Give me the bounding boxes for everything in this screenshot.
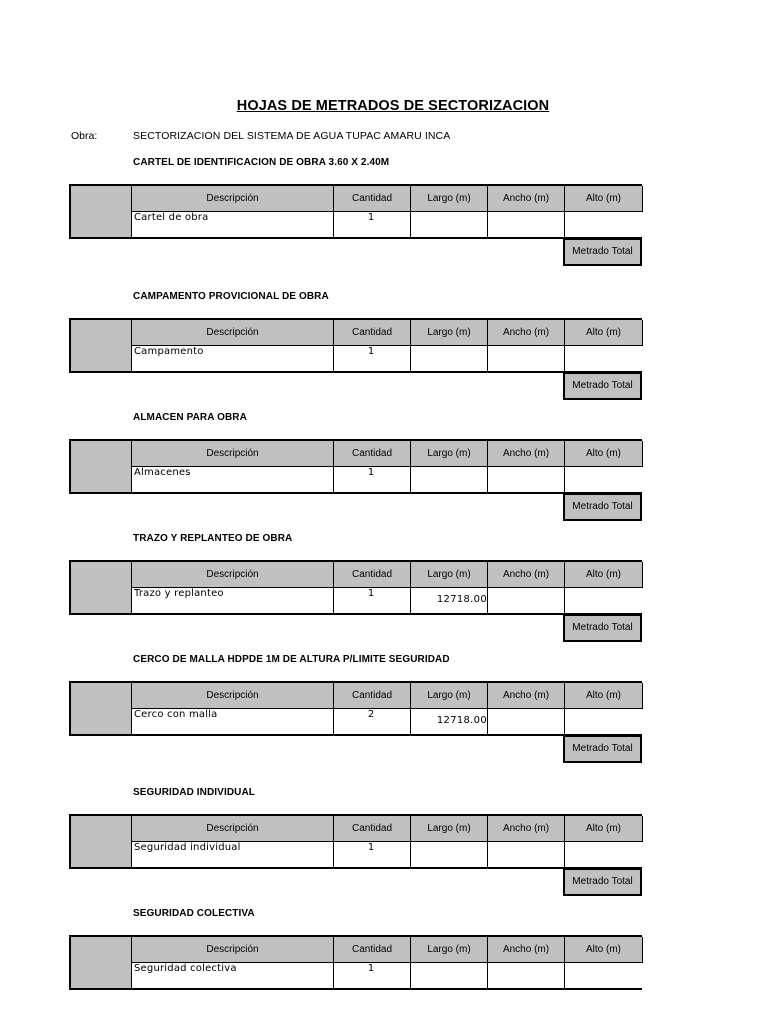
- table-row: [132, 346, 642, 371]
- row-label-block: [71, 562, 132, 613]
- metrado-table: [69, 439, 642, 494]
- column-header: Descripción: [132, 937, 334, 962]
- metrado-total-box: Metrado Total: [563, 493, 642, 521]
- row-label-block: [71, 186, 132, 237]
- ancho-cell: [488, 709, 565, 734]
- description-cell: [132, 709, 334, 734]
- alto-cell: [565, 588, 642, 613]
- largo-text: 12718.00: [436, 594, 487, 605]
- column-header: Largo (m): [411, 186, 488, 211]
- column-header: Ancho (m): [488, 186, 565, 211]
- column-header: Descripción: [132, 441, 334, 466]
- largo-cell: [411, 709, 488, 734]
- quantity-cell: [334, 842, 411, 867]
- column-header: Largo (m): [411, 937, 488, 962]
- row-label-block: [71, 441, 132, 492]
- column-header: Alto (m): [586, 944, 621, 955]
- description-text: Campamento: [134, 346, 204, 357]
- column-header: Ancho (m): [488, 937, 565, 962]
- table-row: [132, 963, 642, 988]
- table-header-row: [132, 562, 643, 588]
- table-row: [132, 709, 642, 734]
- quantity-cell: [334, 709, 411, 734]
- quantity-cell: [334, 588, 411, 613]
- column-header: Cantidad: [334, 562, 411, 587]
- column-header: Ancho (m): [488, 683, 565, 708]
- ancho-cell: [488, 467, 565, 492]
- row-label-block: [71, 816, 132, 867]
- obra-value: SECTORIZACION DEL SISTEMA DE AGUA TUPAC AMARU INCA: [133, 130, 451, 142]
- quantity-text: 1: [367, 212, 375, 223]
- description-cell: [132, 467, 334, 492]
- column-header: Cantidad: [334, 320, 411, 345]
- table-row: [132, 467, 642, 492]
- ancho-cell: [488, 842, 565, 867]
- section-title: CARTEL DE IDENTIFICACION DE OBRA 3.60 X 2.40M: [133, 157, 390, 168]
- metrado-total-box: Metrado Total: [563, 868, 642, 896]
- quantity-cell: [334, 346, 411, 371]
- quantity-text: 1: [367, 963, 375, 974]
- column-header: Descripción: [132, 562, 334, 587]
- largo-cell: [411, 467, 488, 492]
- row-label-block: [71, 683, 132, 734]
- section-title: CAMPAMENTO PROVICIONAL DE OBRA: [133, 291, 329, 302]
- alto-cell: [565, 467, 642, 492]
- column-header: Ancho (m): [488, 562, 565, 587]
- description-text: Cerco con malla: [134, 709, 218, 720]
- quantity-text: 1: [367, 588, 375, 599]
- description-text: Seguridad individual: [134, 842, 241, 853]
- alto-cell: [565, 346, 642, 371]
- description-text: Trazo y replanteo: [134, 588, 224, 599]
- table-header-row: [132, 441, 643, 467]
- description-text: Seguridad colectiva: [134, 963, 237, 974]
- quantity-cell: [334, 212, 411, 237]
- quantity-text: 1: [367, 467, 375, 478]
- column-header: Alto (m): [586, 690, 621, 701]
- description-text: Cartel de obra: [134, 212, 209, 223]
- column-header: Ancho (m): [488, 816, 565, 841]
- largo-cell: [411, 588, 488, 613]
- metrado-total-box: Metrado Total: [563, 238, 642, 266]
- row-label-block: [71, 320, 132, 371]
- section-title: SEGURIDAD INDIVIDUAL: [133, 787, 256, 798]
- row-label-block: [71, 937, 132, 988]
- description-cell: [132, 842, 334, 867]
- largo-cell: [411, 842, 488, 867]
- table-header-row: [132, 683, 643, 709]
- metrado-total-box: Metrado Total: [563, 372, 642, 400]
- description-text: Almacenes: [134, 467, 191, 478]
- description-cell: [132, 346, 334, 371]
- column-header: Largo (m): [411, 816, 488, 841]
- section-title: TRAZO Y REPLANTEO DE OBRA: [133, 533, 293, 544]
- quantity-cell: [334, 963, 411, 988]
- quantity-text: 1: [367, 842, 375, 853]
- table-row: [132, 212, 642, 237]
- ancho-cell: [488, 588, 565, 613]
- ancho-cell: [488, 346, 565, 371]
- metrado-table: [69, 935, 642, 990]
- metrado-table: [69, 681, 642, 736]
- table-row: [132, 842, 642, 867]
- largo-cell: [411, 212, 488, 237]
- metrado-total-box: Metrado Total: [563, 614, 642, 642]
- obra-label: Obra:: [71, 130, 98, 142]
- column-header: Alto (m): [586, 327, 621, 338]
- column-header: Descripción: [132, 320, 334, 345]
- column-header: Largo (m): [411, 562, 488, 587]
- table-row: [132, 588, 642, 613]
- ancho-cell: [488, 212, 565, 237]
- metrado-table: [69, 814, 642, 869]
- document-title: HOJAS DE METRADOS DE SECTORIZACION: [236, 98, 550, 114]
- alto-cell: [565, 212, 642, 237]
- section-title: CERCO DE MALLA HDPDE 1M DE ALTURA P/LIMITE SEGURIDAD: [133, 654, 450, 665]
- column-header: Cantidad: [334, 683, 411, 708]
- column-header: Cantidad: [334, 937, 411, 962]
- section-title: SEGURIDAD COLECTIVA: [133, 908, 255, 919]
- quantity-text: 2: [367, 709, 375, 720]
- alto-cell: [565, 842, 642, 867]
- metrado-total-box: Metrado Total: [563, 735, 642, 763]
- column-header: Largo (m): [411, 441, 488, 466]
- description-cell: [132, 588, 334, 613]
- column-header: Descripción: [132, 816, 334, 841]
- table-header-row: [132, 937, 643, 963]
- column-header: Descripción: [132, 683, 334, 708]
- ancho-cell: [488, 963, 565, 988]
- section-title: ALMACEN PARA OBRA: [133, 412, 247, 423]
- table-header-row: [132, 186, 643, 212]
- column-header: Cantidad: [334, 816, 411, 841]
- description-cell: [132, 212, 334, 237]
- column-header: Largo (m): [411, 683, 488, 708]
- column-header: Cantidad: [334, 186, 411, 211]
- column-header: Largo (m): [411, 320, 488, 345]
- column-header: Alto (m): [586, 823, 621, 834]
- table-header-row: [132, 320, 643, 346]
- table-header-row: [132, 816, 643, 842]
- quantity-cell: [334, 467, 411, 492]
- column-header: Cantidad: [334, 441, 411, 466]
- column-header: Alto (m): [586, 569, 621, 580]
- quantity-text: 1: [367, 346, 375, 357]
- metrado-table: [69, 184, 642, 239]
- description-cell: [132, 963, 334, 988]
- column-header: Ancho (m): [488, 441, 565, 466]
- largo-text: 12718.00: [436, 715, 487, 726]
- alto-cell: [565, 709, 642, 734]
- alto-cell: [565, 963, 642, 988]
- largo-cell: [411, 346, 488, 371]
- metrado-table: [69, 560, 642, 615]
- column-header: Descripción: [132, 186, 334, 211]
- column-header: Alto (m): [586, 193, 621, 204]
- column-header: Alto (m): [586, 448, 621, 459]
- metrado-table: [69, 318, 642, 373]
- largo-cell: [411, 963, 488, 988]
- column-header: Ancho (m): [488, 320, 565, 345]
